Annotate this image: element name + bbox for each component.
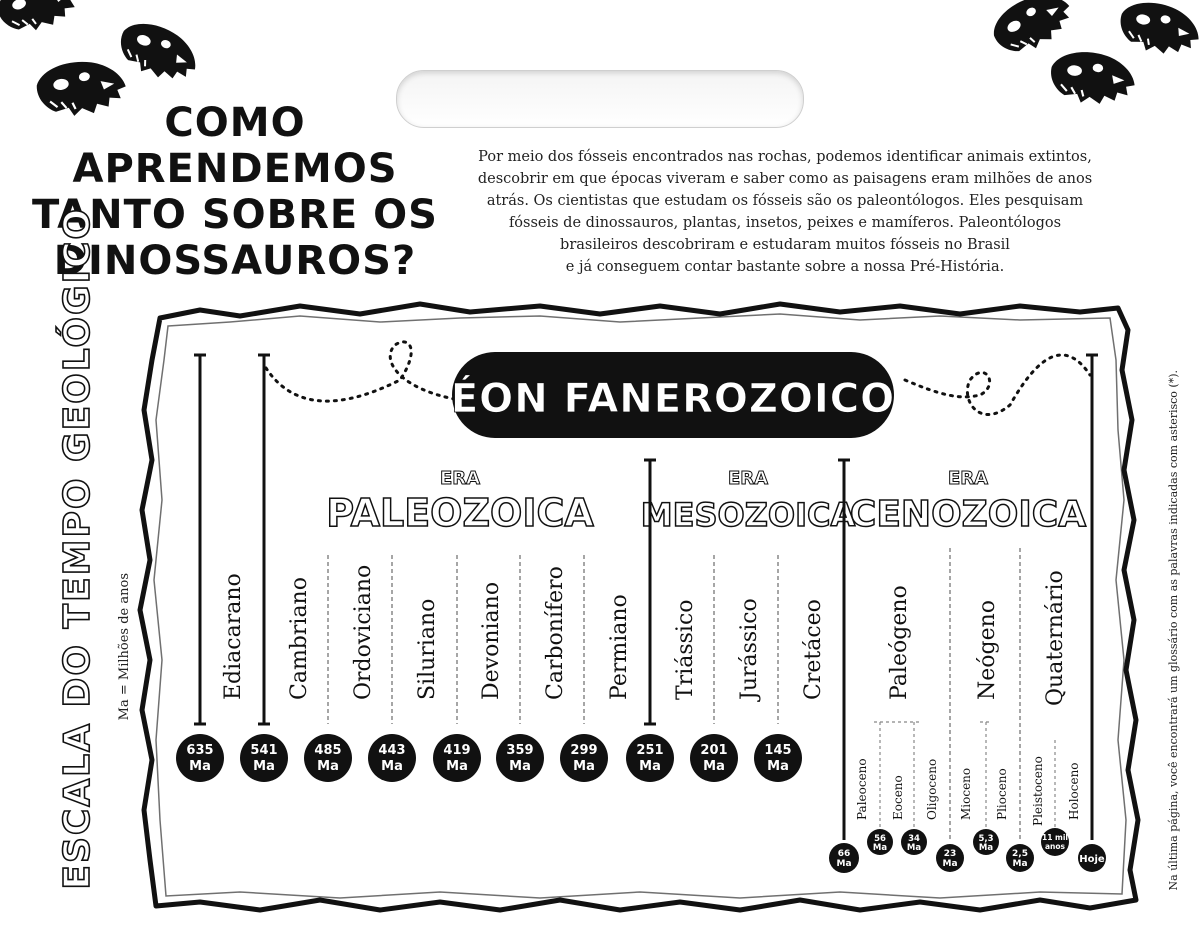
age-value: 359 (506, 743, 534, 758)
age-badge (973, 829, 999, 855)
period-label: Quaternário (1043, 570, 1068, 706)
epoch-label: Plioceno (995, 768, 1009, 820)
era-name: CENOZOICA (849, 494, 1087, 535)
side-title-text: ESCALA DO TEMPO GEOLÓGICO (57, 207, 98, 890)
title-line: TANTO SOBRE OS (32, 192, 438, 238)
epoch-label: Oligoceno (925, 758, 939, 820)
age-value: 5,3 (978, 834, 994, 844)
era-prefix: ERA (727, 468, 769, 489)
age-unit: Ma (509, 759, 531, 774)
intro-line: fósseis de dinossauros, plantas, insetos, peixes e mamíferos. Paleontólogos (508, 215, 1062, 231)
era-name: MESOZOICA (640, 496, 856, 534)
age-badge (1041, 828, 1069, 856)
age-value: 2,5 (1012, 849, 1028, 859)
age-unit: Ma (767, 759, 789, 774)
age-value: 56 (874, 834, 886, 844)
age-badge (626, 734, 674, 782)
age-value: 11 mil (1041, 833, 1069, 842)
age-badge (1006, 844, 1034, 872)
period-label: Ediacarano (221, 573, 246, 700)
intro-line: atrás. Os cientistas que estudam os fósseis são os paleontólogos. Eles pesquisam (486, 193, 1084, 209)
age-badge (754, 734, 802, 782)
age-unit: anos (1044, 842, 1066, 851)
age-badge (901, 829, 927, 855)
age-badge (936, 844, 964, 872)
age-unit: Ma (253, 759, 275, 774)
epoch-label: Holoceno (1067, 762, 1081, 820)
epoch-label: Paleoceno (855, 758, 869, 820)
age-unit: Ma (317, 759, 339, 774)
period-label: Paleógeno (887, 585, 912, 700)
age-unit: Ma (703, 759, 725, 774)
age-unit: Ma (189, 759, 211, 774)
period-label: Devoniano (479, 581, 504, 700)
period-label: Neógeno (975, 599, 1000, 700)
period-label: Permiano (607, 594, 632, 700)
age-badge (829, 843, 859, 873)
age-value: 635 (186, 743, 214, 758)
title-line: COMO (164, 100, 306, 146)
age-badge (304, 734, 352, 782)
intro-line: e já conseguem contar bastante sobre a nossa Pré-História. (565, 259, 1005, 275)
age-unit: Ma (872, 843, 888, 853)
age-unit: Ma (836, 859, 852, 869)
age-badge (496, 734, 544, 782)
era-prefix: ERA (947, 468, 989, 489)
age-value: 34 (908, 834, 920, 844)
age-value: 201 (700, 743, 728, 758)
period-label: Ordoviciano (351, 564, 376, 700)
age-value: 299 (570, 743, 598, 758)
period-label: Siluriano (415, 598, 440, 700)
epoch-label: Eoceno (891, 775, 905, 820)
age-value: 419 (443, 743, 471, 758)
age-unit: Ma (1012, 859, 1028, 869)
epoch-label: Mioceno (959, 767, 973, 820)
period-label: Cretáceo (801, 599, 826, 700)
period-label: Jurássico (737, 598, 762, 700)
age-value: 145 (764, 743, 792, 758)
era-prefix: ERA (439, 468, 481, 489)
age-unit: Ma (381, 759, 403, 774)
intro-line: brasileiros descobriram e estudaram muitos fósseis no Brasil (560, 237, 1010, 253)
age-unit: Ma (942, 859, 958, 869)
age-unit: Ma (639, 759, 661, 774)
age-unit: Ma (446, 759, 468, 774)
age-badge (240, 734, 288, 782)
age-unit: Ma (573, 759, 595, 774)
intro-line: Por meio dos fósseis encontrados nas rochas, podemos identificar animais extintos, (478, 149, 1092, 165)
age-value: 443 (378, 743, 406, 758)
age-value: 23 (943, 849, 957, 859)
today-label: Hoje (1079, 854, 1105, 865)
era-name: PALEOZOICA (326, 491, 594, 535)
period-label: Triássico (673, 599, 698, 700)
age-unit: Ma (978, 843, 994, 853)
title-line: APRENDEMOS (72, 146, 398, 192)
age-value: 251 (636, 743, 664, 758)
age-badge (867, 829, 893, 855)
eon-title: ÉON FANEROZOICO (450, 376, 896, 422)
age-badge (176, 734, 224, 782)
side-note-text: Na última página, você encontrará um glossário com as palavras indicadas com asterisco (*). (1167, 369, 1180, 890)
age-badge (433, 734, 481, 782)
age-badge (560, 734, 608, 782)
side-subtitle-text: Ma = Milhões de anos (117, 572, 132, 720)
age-badge (368, 734, 416, 782)
intro-line: descobrir em que épocas viveram e saber como as paisagens eram milhões de anos (477, 171, 1093, 187)
age-badge-today (1078, 844, 1106, 872)
age-value: 485 (314, 743, 342, 758)
age-value: 66 (837, 849, 851, 859)
period-label: Carbonífero (543, 566, 568, 700)
age-badge (690, 734, 738, 782)
age-unit: Ma (906, 843, 922, 853)
title-line: DINOSSAUROS? (53, 238, 417, 284)
epoch-label: Pleistoceno (1031, 756, 1045, 826)
age-value: 541 (250, 743, 278, 758)
period-label: Cambriano (287, 577, 312, 700)
